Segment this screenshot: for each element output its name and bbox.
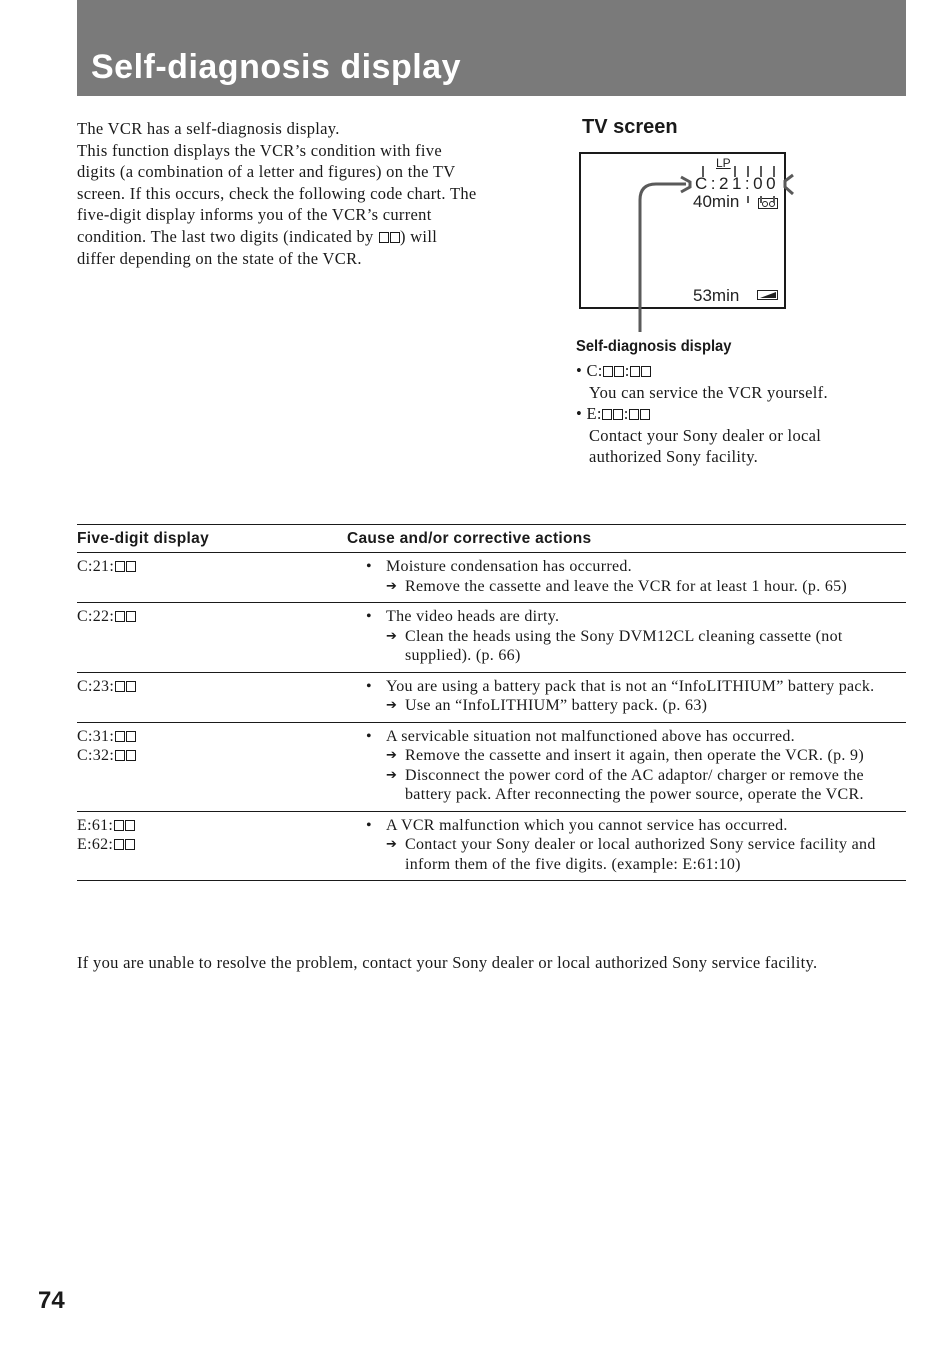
corrective-action	[347, 627, 906, 666]
bullet-icon: •	[366, 727, 372, 745]
tv-screen-heading: TV screen	[582, 116, 678, 138]
list-item	[576, 360, 896, 403]
arrow-right-icon: ➔	[386, 698, 398, 713]
cause-text: The video heads are dirty.	[386, 608, 560, 625]
corrective-action	[347, 766, 906, 805]
placeholder-box-icon	[614, 366, 624, 377]
placeholder-box-icon	[115, 731, 125, 742]
arrow-right-icon: ➔	[386, 837, 398, 852]
placeholder-box-icon	[603, 366, 613, 377]
placeholder-box-icon	[641, 366, 651, 377]
intro-paragraph	[77, 140, 477, 270]
list-item	[576, 403, 896, 468]
intro-text-part-2: ) will differ depending on the state of the VCR.	[77, 226, 438, 268]
cause-item	[347, 816, 906, 836]
tape-remaining-time: 40min	[693, 192, 740, 211]
placeholder-box-icon	[126, 681, 136, 692]
placeholder-box-icon	[125, 839, 135, 850]
code-value	[77, 816, 347, 836]
header-bar	[77, 0, 906, 96]
action-text: Use an “InfoLITHIUM” battery pack. (p. 63)	[405, 697, 708, 714]
arrow-right-icon: ➔	[386, 628, 398, 644]
column-header-code: Five-digit display	[77, 525, 347, 553]
placeholder-box-icon	[640, 409, 650, 420]
code-prefix: C:23:	[77, 677, 115, 695]
table-row	[77, 722, 906, 811]
action-text: Clean the heads using the Sony DVM12CL cleaning cassette (not supplied). (p. 66)	[405, 627, 843, 664]
table-row	[77, 672, 906, 722]
cause-cell	[347, 603, 906, 673]
code-value	[77, 557, 347, 577]
bullet-icon: •	[366, 558, 372, 575]
cause-text: A servicable situation not malfunctioned above has occurred.	[386, 727, 795, 745]
placeholder-box-icon	[379, 232, 389, 243]
code-cell	[77, 672, 347, 722]
placeholder-box-icon	[630, 366, 640, 377]
intro-text-part-1: This function displays the VCR’s condition with five digits (a combination of a letter and figures) on the TV screen. If this occurs, check the following code chart. The five-digit display informs you of the VCR’s current condition. The last two digits (indicated by	[77, 140, 477, 246]
table-row	[77, 811, 906, 881]
code-prefix: C:32:	[77, 747, 115, 764]
bullet-icon: •	[366, 677, 372, 695]
code-description: Contact your Sony dealer or local authorized Sony facility.	[589, 425, 822, 466]
code-value	[77, 835, 347, 855]
action-text: Disconnect the power cord of the AC adaptor/ charger or remove the battery pack. After reconnecting the power source, operate the VCR.	[405, 766, 864, 803]
battery-icon	[757, 290, 778, 300]
placeholder-box-icon	[115, 750, 125, 761]
placeholder-box-icon	[115, 611, 125, 622]
cause-item	[347, 677, 906, 697]
table-row	[77, 553, 906, 603]
placeholder-box-icon	[390, 232, 400, 243]
intro-text	[77, 118, 477, 269]
code-pattern: • C: :	[576, 360, 896, 382]
corrective-action	[347, 835, 906, 874]
code-description: You can service the VCR yourself.	[589, 382, 828, 402]
placeholder-box-icon	[613, 409, 623, 420]
placeholder-box-icon	[629, 409, 639, 420]
code-value	[77, 727, 347, 747]
corrective-action	[347, 696, 906, 716]
corrective-action	[347, 577, 906, 597]
placeholder-box-icon	[126, 731, 136, 742]
code-cell	[77, 811, 347, 881]
diagnosis-code-readout: C:21:00	[695, 174, 780, 193]
placeholder-box-icon	[115, 561, 125, 572]
code-prefix: C:22:	[77, 608, 115, 625]
cause-text: You are using a battery pack that is not an “InfoLITHIUM” battery pack.	[386, 677, 875, 695]
placeholder-box-icon	[115, 681, 125, 692]
table-body	[77, 553, 906, 881]
cause-cell	[347, 672, 906, 722]
action-text: Remove the cassette and insert it again, then operate the VCR. (p. 9)	[405, 747, 864, 764]
placeholder-box-icon	[126, 561, 136, 572]
page-title: Self-diagnosis display	[91, 48, 461, 86]
code-prefix: C:31:	[77, 727, 115, 745]
code-value	[77, 746, 347, 766]
battery-remaining-time: 53min	[693, 286, 740, 305]
cause-cell	[347, 553, 906, 603]
arrow-right-icon: ➔	[386, 767, 398, 783]
cause-text: A VCR malfunction which you cannot service has occurred.	[386, 816, 788, 834]
placeholder-box-icon	[126, 750, 136, 761]
intro-line-1: The VCR has a self-diagnosis display.	[77, 119, 340, 138]
placeholder-box-icon	[126, 611, 136, 622]
placeholder-box-icon	[114, 839, 124, 850]
bullet-icon: •	[366, 816, 372, 834]
arrow-right-icon: ➔	[386, 578, 398, 594]
placeholder-box-icon	[114, 820, 124, 831]
code-prefix: E:61:	[77, 816, 114, 834]
tv-screen-illustration	[579, 152, 786, 309]
cassette-icon	[758, 198, 778, 209]
cause-cell	[347, 722, 906, 811]
cause-text: Moisture condensation has occurred.	[386, 558, 632, 575]
self-diagnosis-list	[576, 360, 896, 468]
self-diagnosis-heading: Self-diagnosis display	[576, 338, 732, 355]
footer-note: If you are unable to resolve the problem, contact your Sony dealer or local authorized Sony service facility.	[77, 953, 818, 972]
code-value	[77, 607, 347, 627]
code-chart-table	[77, 524, 906, 881]
table-row	[77, 603, 906, 673]
cause-cell	[347, 811, 906, 881]
column-header-cause: Cause and/or corrective actions	[347, 525, 906, 553]
page-number: 74	[38, 1287, 65, 1314]
code-value	[77, 677, 347, 697]
code-cell	[77, 553, 347, 603]
cause-item	[347, 727, 906, 747]
code-prefix: E:62:	[77, 836, 114, 853]
placeholder-box-icon	[602, 409, 612, 420]
lp-indicator: LP	[716, 156, 731, 170]
bullet-icon: •	[366, 608, 372, 625]
cause-item	[347, 557, 906, 577]
code-prefix: C:21:	[77, 558, 115, 575]
code-cell	[77, 722, 347, 811]
arrow-right-icon: ➔	[386, 748, 398, 763]
placeholder-box-icon	[125, 820, 135, 831]
code-pattern: • E: :	[576, 403, 896, 425]
cause-item	[347, 607, 906, 627]
corrective-action	[347, 746, 906, 766]
table-header-row	[77, 525, 906, 553]
code-cell	[77, 603, 347, 673]
action-text: Remove the cassette and leave the VCR for at least 1 hour. (p. 65)	[405, 577, 848, 595]
action-text: Contact your Sony dealer or local authorized Sony service facility and inform them of the five digits. (example: E:61:10)	[405, 836, 876, 873]
